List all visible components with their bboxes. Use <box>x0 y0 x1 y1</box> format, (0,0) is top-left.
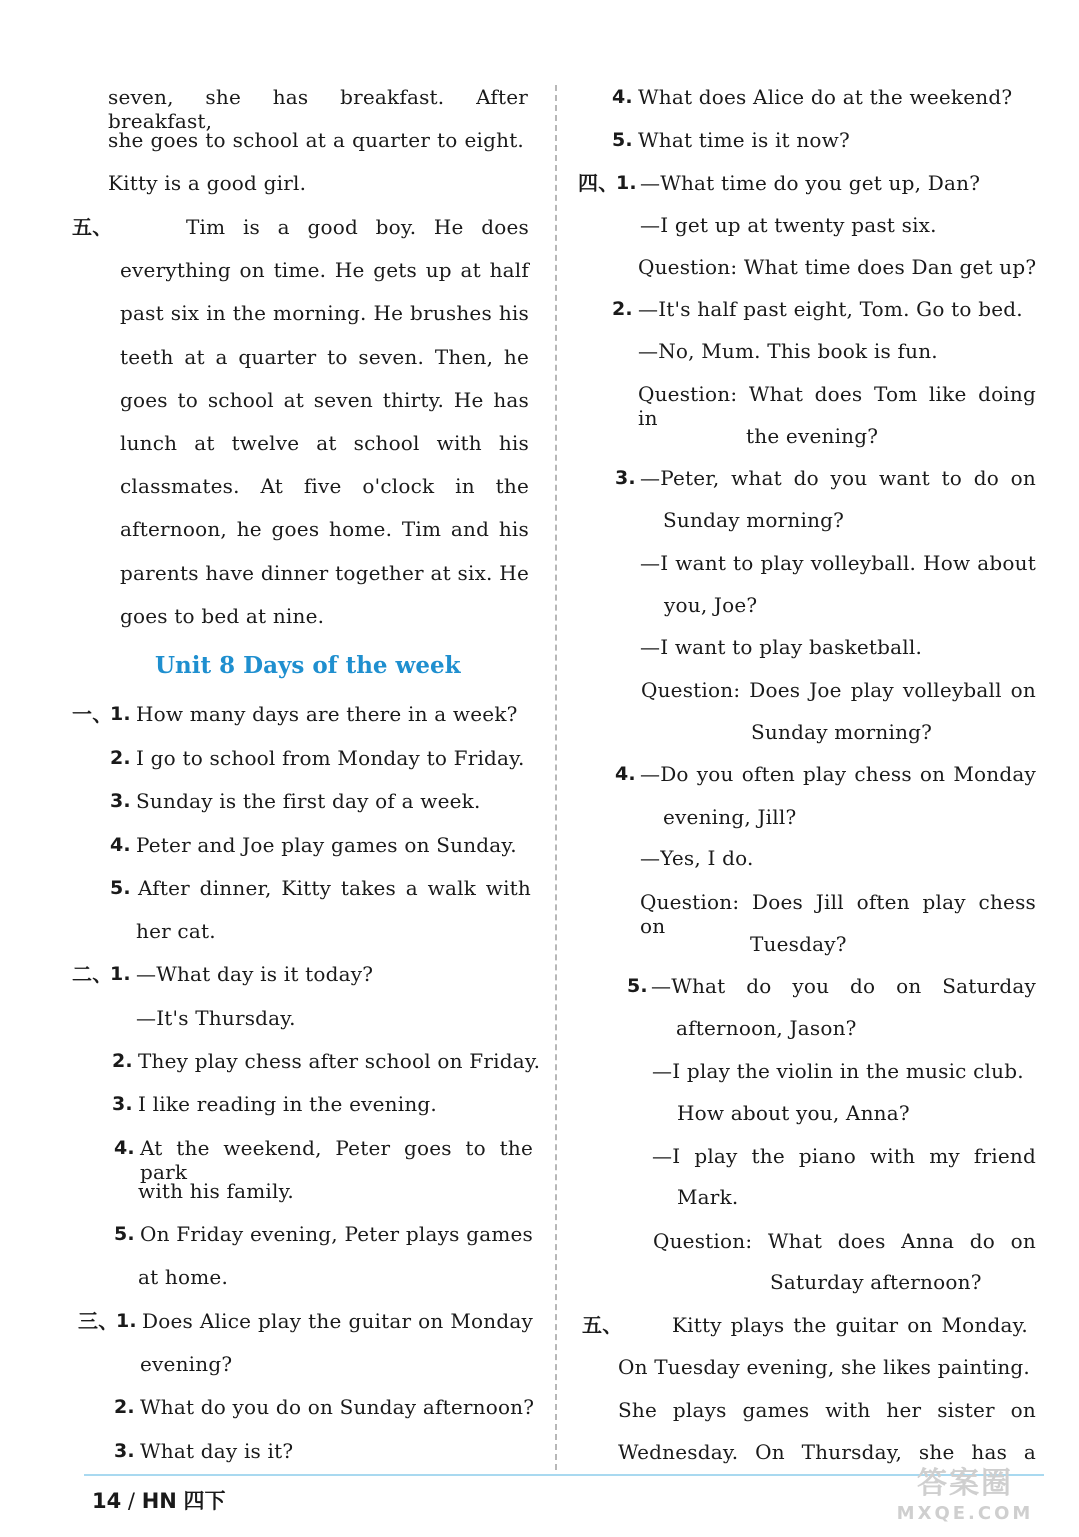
item-text: —What day is it today? <box>136 962 374 986</box>
item-text: Peter and Joe play games on Sunday. <box>136 833 517 857</box>
question-line: Question: What does Anna do on <box>653 1229 1036 1253</box>
item-number: 3. <box>615 467 636 489</box>
item-number: 2. <box>112 1050 133 1072</box>
dialogue-line: Sunday morning? <box>663 508 845 532</box>
text-line: Kitty is a good girl. <box>108 171 307 195</box>
dialogue-line: —I want to play basketball. <box>640 635 923 659</box>
dialogue-line: —Do you often play chess on Monday <box>640 762 1036 786</box>
question-line: Question: Does Joe play volleyball on <box>641 678 1036 702</box>
item-text: Does Alice play the guitar on Monday <box>142 1309 533 1333</box>
paragraph-line: teeth at a quarter to seven. Then, he <box>120 345 529 369</box>
dialogue-line: —No, Mum. This book is fun. <box>638 339 938 363</box>
item-text: I go to school from Monday to Friday. <box>136 746 525 770</box>
paragraph-line: classmates. At five o'clock in the <box>120 474 529 498</box>
paragraph-line: Kitty plays the guitar on Monday. <box>672 1313 1028 1337</box>
section-label-1: 一、 <box>72 702 113 726</box>
question-line: Question: What time does Dan get up? <box>638 255 1037 279</box>
question-line: Sunday morning? <box>751 720 933 744</box>
dialogue-line: How about you, Anna? <box>677 1101 910 1125</box>
grade-label: 四下 <box>183 1489 226 1513</box>
paragraph-line: lunch at twelve at school with his <box>120 431 529 455</box>
item-text: What do you do on Sunday afternoon? <box>140 1395 535 1419</box>
dialogue-line: —Yes, I do. <box>640 846 754 870</box>
item-text: What day is it? <box>140 1439 294 1463</box>
item-number: 3. <box>114 1440 135 1462</box>
dialogue-line: —I play the piano with my friend <box>652 1144 1036 1168</box>
item-text: at home. <box>138 1265 228 1289</box>
item-text: How many days are there in a week? <box>136 702 518 726</box>
item-number: 5. <box>627 975 648 997</box>
item-number: 4. <box>114 1137 135 1159</box>
paragraph-line: goes to school at seven thirty. He has <box>120 388 529 412</box>
item-number: 2. <box>110 747 131 769</box>
section-label-3: 三、 <box>78 1309 119 1333</box>
watermark-text: 答案圈 <box>917 1466 1013 1501</box>
section-label-5: 五、 <box>582 1313 623 1337</box>
item-text: At the weekend, Peter goes to the park <box>140 1136 533 1184</box>
item-text: Sunday is the first day of a week. <box>136 789 481 813</box>
edition-code: HN <box>141 1489 177 1513</box>
paragraph-line: Wednesday. On Thursday, she has a <box>618 1440 1036 1464</box>
section-label-4: 四、 <box>578 171 619 195</box>
item-text: After dinner, Kitty takes a walk with <box>138 876 531 900</box>
dialogue-line: —Peter, what do you want to do on <box>640 466 1036 490</box>
dialogue-line: —What do you do on Saturday <box>651 974 1036 998</box>
item-text: On Friday evening, Peter plays games <box>140 1222 533 1246</box>
page-number: 14 <box>92 1489 122 1513</box>
item-text: evening? <box>140 1352 233 1376</box>
dialogue-line: Mark. <box>677 1185 739 1209</box>
paragraph-line: goes to bed at nine. <box>120 604 325 628</box>
item-text: They play chess after school on Friday. <box>138 1049 541 1073</box>
paragraph-line: She plays games with her sister on <box>618 1398 1036 1422</box>
dialogue-line: afternoon, Jason? <box>676 1016 857 1040</box>
question-line: Question: What does Tom like doing in <box>638 382 1036 430</box>
item-text: her cat. <box>136 919 216 943</box>
column-divider <box>555 85 557 1470</box>
footer-separator: / <box>127 1489 135 1513</box>
item-number: 1. <box>110 963 131 985</box>
item-number: 5. <box>612 129 633 151</box>
item-number: 1. <box>110 703 131 725</box>
item-text: I like reading in the evening. <box>138 1092 437 1116</box>
paragraph-line: afternoon, he goes home. Tim and his <box>120 517 529 541</box>
question-line: Saturday afternoon? <box>770 1270 982 1294</box>
item-text: What time is it now? <box>638 128 850 152</box>
item-number: 1. <box>116 1310 137 1332</box>
item-text: What does Alice do at the weekend? <box>638 85 1013 109</box>
item-number: 4. <box>612 86 633 108</box>
item-number: 2. <box>612 298 633 320</box>
dialogue-line: —I play the violin in the music club. <box>652 1059 1024 1083</box>
unit-title: Unit 8 Days of the week <box>155 652 461 679</box>
question-line: the evening? <box>746 424 879 448</box>
dialogue-line: —It's half past eight, Tom. Go to bed. <box>638 297 1023 321</box>
paragraph-line: On Tuesday evening, she likes painting. <box>618 1355 1030 1379</box>
item-number: 3. <box>110 790 131 812</box>
text-line: seven, she has breakfast. After breakfast, <box>108 85 528 133</box>
item-number: 3. <box>112 1093 133 1115</box>
item-text: with his family. <box>138 1179 294 1203</box>
question-line: Tuesday? <box>750 932 847 956</box>
dialogue-line: —What time do you get up, Dan? <box>640 171 981 195</box>
dialogue-line: evening, Jill? <box>663 805 797 829</box>
paragraph-line: Tim is a good boy. He does <box>186 215 529 239</box>
text-line: she goes to school at a quarter to eight. <box>108 128 524 152</box>
dialogue-line: you, Joe? <box>664 593 758 617</box>
watermark-url: MXQE.COM <box>896 1503 1034 1524</box>
paragraph-line: past six in the morning. He brushes his <box>120 301 529 325</box>
dialogue-line: —I get up at twenty past six. <box>640 213 937 237</box>
dialogue-line: —I want to play volleyball. How about <box>640 551 1036 575</box>
item-number: 5. <box>114 1223 135 1245</box>
section-label-2: 二、 <box>72 962 113 986</box>
watermark-logo <box>890 1465 1040 1537</box>
paragraph-line: parents have dinner together at six. He <box>120 561 529 585</box>
item-number: 4. <box>110 834 131 856</box>
item-number: 1. <box>616 172 637 194</box>
paragraph-line: everything on time. He gets up at half <box>120 258 529 282</box>
item-text: —It's Thursday. <box>136 1006 296 1030</box>
item-number: 5. <box>110 877 131 899</box>
question-line: Question: Does Jill often play chess on <box>640 890 1036 938</box>
item-number: 2. <box>114 1396 135 1418</box>
item-number: 4. <box>615 763 636 785</box>
section-label-5: 五、 <box>72 215 113 239</box>
page-footer <box>92 1485 226 1515</box>
